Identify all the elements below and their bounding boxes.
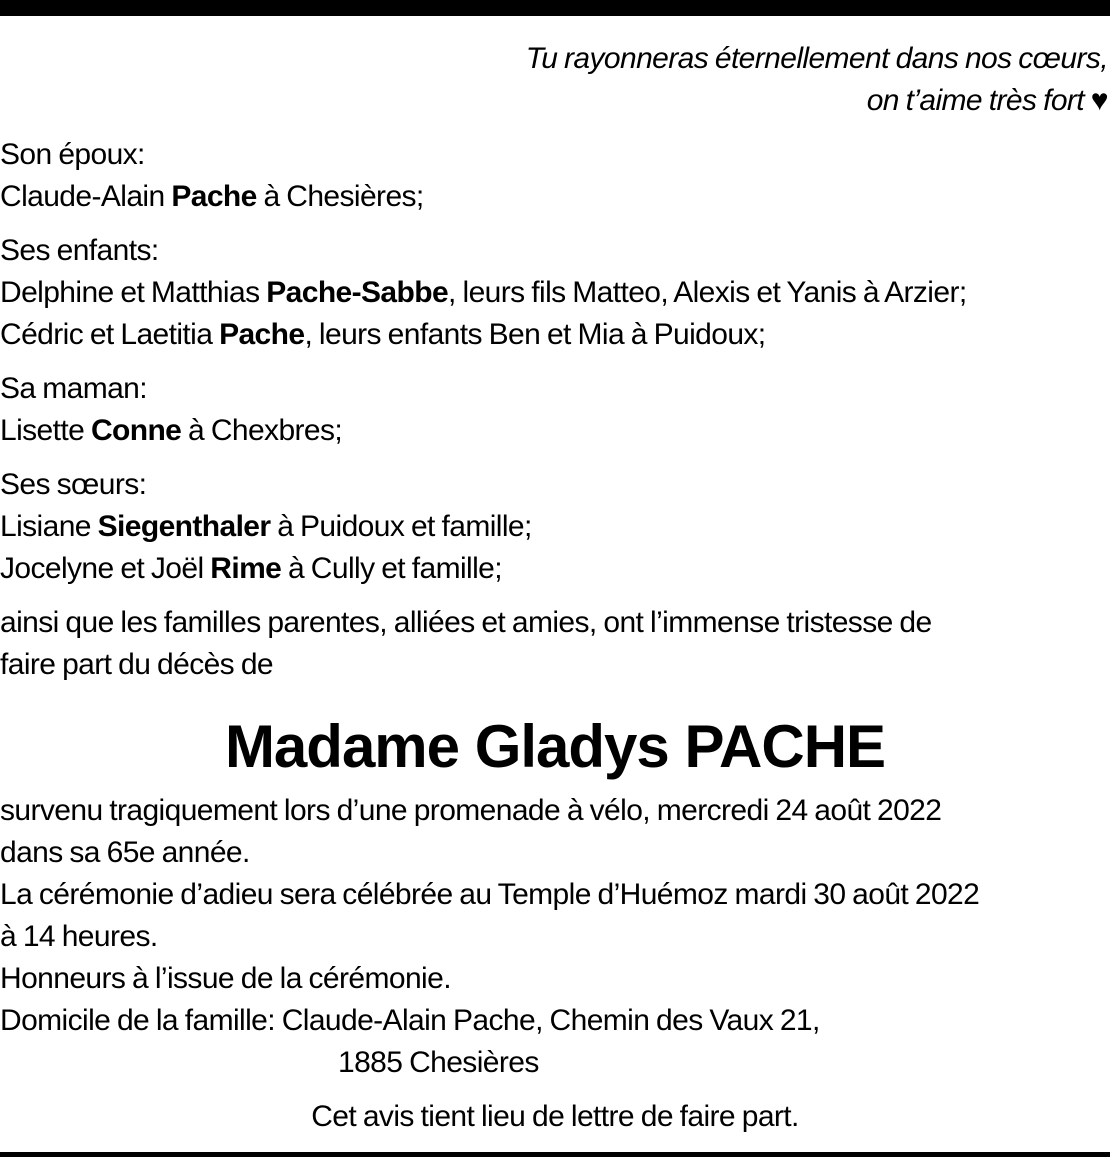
sisters-entry-2 — [0, 548, 1110, 590]
top-rule — [0, 0, 1110, 16]
sisters-heading: Ses sœurs: — [0, 468, 147, 501]
spouse-location: à Chesières; — [256, 180, 424, 213]
details-line-1: survenu tragiquement lors d’une promenade à vélo, mercredi 24 août 2022 — [0, 794, 942, 827]
children-heading: Ses enfants: — [0, 234, 159, 267]
details-line-3: La cérémonie d’adieu sera célébrée au Temple d’Huémoz mardi 30 août 2022 — [0, 878, 980, 911]
mother-rest: à Chexbres; — [181, 414, 343, 447]
spouse-last-name: Pache — [171, 180, 257, 213]
mother-last: Conne — [90, 414, 182, 447]
children-entry-1 — [0, 272, 1110, 314]
obituary-notice — [0, 38, 1110, 1138]
details-line-4: à 14 heures. — [0, 920, 158, 953]
spouse-entry — [0, 176, 1110, 218]
details-line-6: Domicile de la famille: Claude-Alain Pache, Chemin des Vaux 21, — [0, 1004, 820, 1037]
bottom-rule — [0, 1152, 1110, 1157]
announcement-line-1: ainsi que les familles parentes, alliées et amies, ont l’immense tristesse de — [0, 606, 932, 639]
children-1-rest: , leurs fils Matteo, Alexis et Yanis à Arzier; — [448, 276, 967, 309]
sisters-1-first: Lisiane — [0, 510, 98, 543]
details-line-7: 1885 Chesières — [338, 1046, 539, 1079]
mother-first: Lisette — [0, 414, 91, 447]
children-1-last: Pache-Sabbe — [266, 276, 449, 309]
children-entry-2 — [0, 314, 1110, 356]
children-2-rest: , leurs enfants Ben et Mia à Puidoux; — [304, 318, 766, 351]
children-1-first: Delphine et Matthias — [0, 276, 267, 309]
sisters-2-last: Rime — [210, 552, 282, 585]
mother-entry — [0, 410, 1110, 452]
sisters-2-rest: à Cully et famille; — [281, 552, 502, 585]
sisters-entry-1 — [0, 506, 1110, 548]
children-2-first: Cédric et Laetitia — [0, 318, 220, 351]
sisters-1-last: Siegenthaler — [97, 510, 271, 543]
sisters-2-first: Jocelyne et Joël — [0, 552, 211, 585]
details-line-5: Honneurs à l’issue de la cérémonie. — [0, 962, 451, 995]
mother-heading: Sa maman: — [0, 372, 147, 405]
spouse-first-name: Claude-Alain — [0, 180, 165, 213]
announcement-line-2: faire part du décès de — [0, 648, 273, 681]
quote-line-1: Tu rayonneras éternellement dans nos cœurs, — [525, 42, 1108, 75]
closing-note: Cet avis tient lieu de lettre de faire part. — [311, 1100, 799, 1133]
deceased-name: Madame Gladys PACHE — [224, 713, 886, 780]
children-2-last: Pache — [219, 318, 305, 351]
spouse-heading: Son époux: — [0, 138, 145, 171]
sisters-1-rest: à Puidoux et famille; — [270, 510, 532, 543]
quote-line-2: on t’aime très fort ♥ — [866, 84, 1108, 117]
details-line-2: dans sa 65e année. — [0, 836, 250, 869]
